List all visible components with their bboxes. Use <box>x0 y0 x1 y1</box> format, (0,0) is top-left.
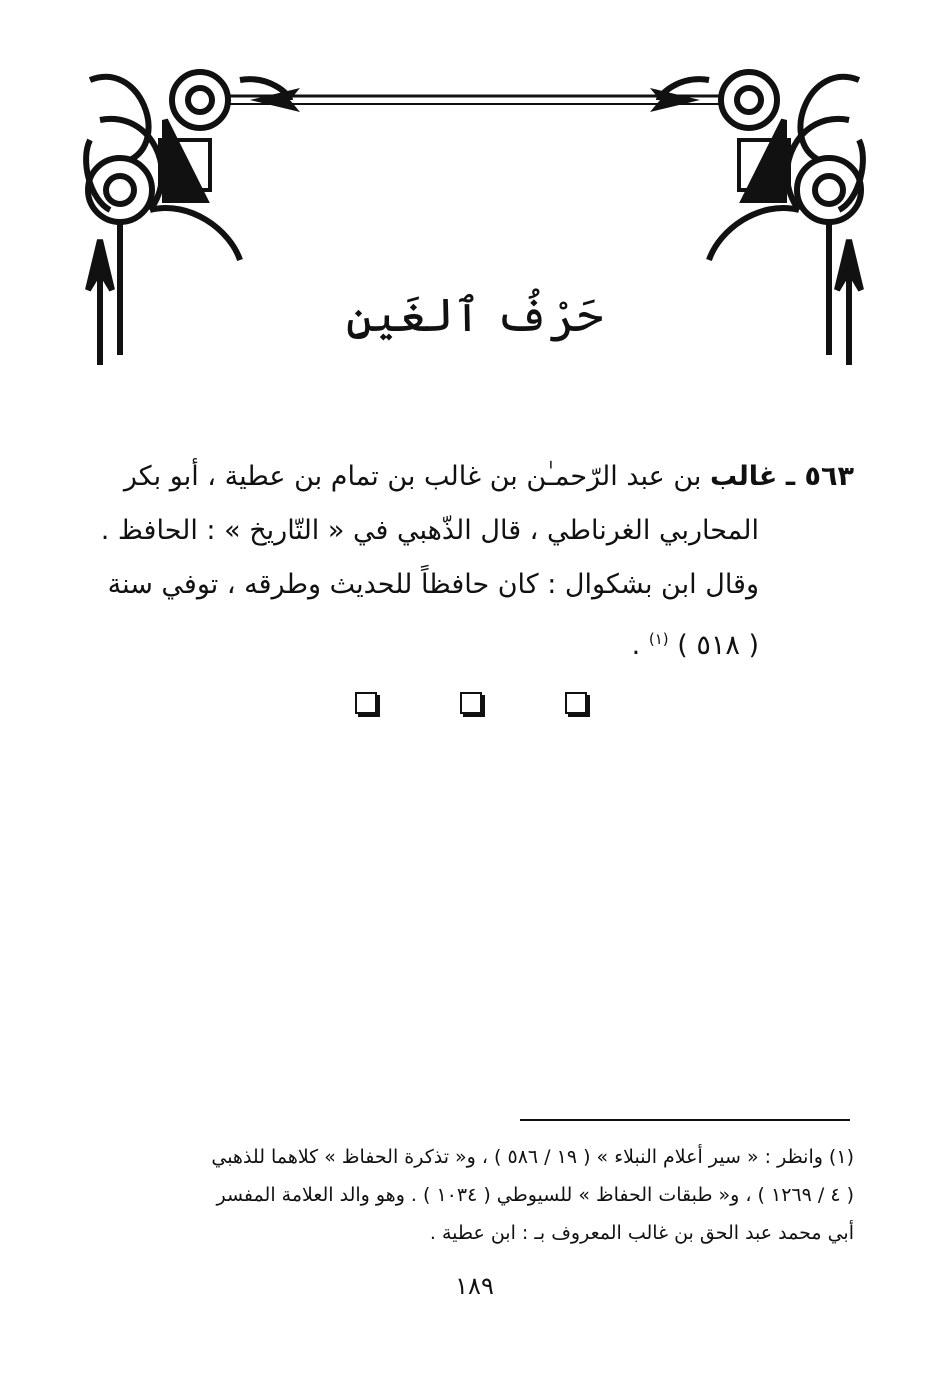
entry-name: غالب <box>710 461 778 492</box>
entry-line-2: المحاربي الغرناطي ، قال الذّهبي في « التّاريخ » : الحافظ . <box>100 515 759 546</box>
separator-square <box>460 692 482 714</box>
chapter-heading: حَرْفُ ٱلغَينِ <box>345 288 604 342</box>
footnotes <box>94 1138 854 1252</box>
entry-line-1-text: بن عبد الرّحمـٰن بن غالب بن تمام بن عطية ، أبو بكر <box>123 461 702 492</box>
separator-square <box>565 692 587 714</box>
entry-line-1 <box>94 450 854 504</box>
footnote-line-1: (١) وانظر : « سير أعلام النبلاء » ( ١٩ / ٥٨٦ ) ، و« تذكرة الحفاظ » كلاهما للذهبي <box>211 1146 854 1168</box>
separator-square <box>355 692 377 714</box>
entry-563 <box>94 450 854 673</box>
entry-date: ( ٥١٨ ) <box>677 630 759 661</box>
entry-line-3: وقال ابن بشكوال : كان حافظاً للحديث وطرقه ، توفي سنة <box>107 569 759 600</box>
entry-line-4-end: . <box>631 630 641 661</box>
entry-number: ٥٦٣ ـ <box>785 461 854 492</box>
footnote-line-2: ( ٤ / ١٢٦٩ ) ، و« طبقات الحفاظ » للسيوطي ( ١٠٣٤ ) . وهو والد العلامة المفسر <box>216 1184 854 1206</box>
section-separator <box>355 692 595 716</box>
page-number: ١٨٩ <box>455 1272 494 1300</box>
entry-line-4 <box>94 612 759 673</box>
footnote-line-3: أبي محمد عبد الحق بن غالب المعروف بـ : ابن عطية . <box>429 1222 854 1244</box>
footnote-reference: (١) <box>648 630 669 648</box>
footnote-rule <box>520 1119 850 1121</box>
